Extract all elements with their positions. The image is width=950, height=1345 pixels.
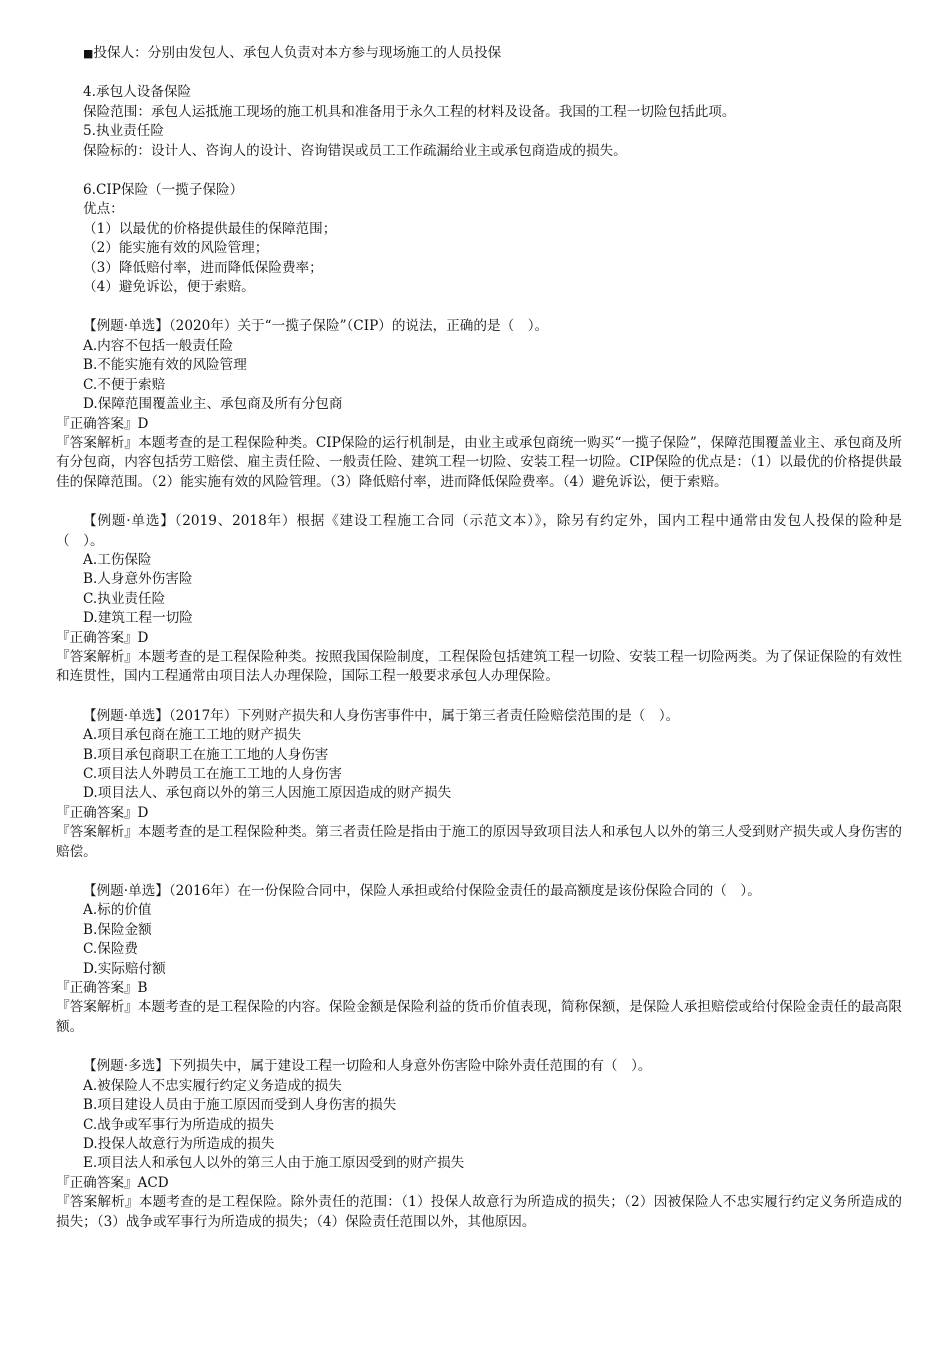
question-1 bbox=[56, 317, 902, 492]
question-option: C.战争或军事行为所造成的损失 bbox=[83, 1116, 274, 1133]
answer-analysis: 『答案解析』本题考查的是工程保险种类。第三者责任险是指由于施工的原因导致项目法人和承包人以外的第三人受到财产损失或人身伤害的赔偿。 bbox=[56, 824, 902, 860]
section-6-heading: 6.CIP保险（一揽子保险） bbox=[83, 182, 244, 199]
question-5 bbox=[56, 1057, 902, 1232]
question-stem: 【例题·多选】下列损失中，属于建设工程一切险和人身意外伤害险中除外责任范围的有（ ）。 bbox=[83, 1058, 652, 1075]
question-option: A.被保险人不忠实履行约定义务造成的损失 bbox=[83, 1077, 342, 1094]
question-4 bbox=[56, 882, 902, 1037]
question-stem: 【例题·单选】（2017年）下列财产损失和人身伤害事件中，属于第三者责任险赔偿范围的是（ ）。 bbox=[83, 707, 680, 724]
section-4-text: 保险范围：承包人运抵施工现场的施工机具和准备用于永久工程的材料及设备。我国的工程一切险包括此项。 bbox=[83, 103, 736, 120]
question-option: D.保障范围覆盖业主、承包商及所有分包商 bbox=[83, 396, 343, 413]
question-option: A.项目承包商在施工工地的财产损失 bbox=[83, 727, 302, 744]
question-option: B.保险金额 bbox=[83, 921, 152, 938]
correct-answer: 『正确答案』B bbox=[56, 980, 148, 997]
correct-answer: 『正确答案』D bbox=[56, 629, 149, 646]
advantage-item: （4）避免诉讼，便于索赔。 bbox=[83, 279, 255, 296]
question-option: D.投保人故意行为所造成的损失 bbox=[83, 1135, 275, 1152]
section-5-heading: 5.执业责任险 bbox=[83, 123, 164, 140]
answer-analysis: 『答案解析』本题考查的是工程保险的内容。保险金额是保险利益的货币价值表现，简称保额，是保险人承担赔偿或给付保险金责任的最高限额。 bbox=[56, 999, 902, 1035]
question-stem: 【例题·单选】（2016年）在一份保险合同中，保险人承担或给付保险金责任的最高额度是该份保险合同的（ ）。 bbox=[83, 883, 761, 900]
question-3 bbox=[56, 707, 902, 862]
question-option: C.不便于索赔 bbox=[83, 376, 166, 393]
question-option: D.建筑工程一切险 bbox=[83, 610, 193, 627]
question-option: B.项目建设人员由于施工原因而受到人身伤害的损失 bbox=[83, 1097, 397, 1114]
section-5-text: 保险标的：设计人、咨询人的设计、咨询错误或员工工作疏漏给业主或承包商造成的损失。 bbox=[83, 142, 627, 159]
advantage-item: （1）以最优的价格提供最佳的保障范围； bbox=[83, 220, 337, 237]
question-option: C.执业责任险 bbox=[83, 590, 166, 607]
question-option: A.工伤保险 bbox=[83, 551, 152, 568]
advantages-label: 优点： bbox=[83, 201, 124, 218]
insurer-text: 投保人：分别由发包人、承包人负责对本方参与现场施工的人员投保 bbox=[93, 45, 502, 61]
section-4-heading: 4.承包人设备保险 bbox=[83, 84, 192, 101]
answer-analysis: 『答案解析』本题考查的是工程保险。除外责任的范围：（1）投保人故意行为所造成的损失；（2）因被保险人不忠实履行约定义务所造成的损失；（3）战争或军事行为所造成的损失；（4）保险责任范围以外，其他原因。 bbox=[56, 1194, 902, 1230]
question-option: C.保险费 bbox=[83, 941, 139, 958]
question-option: D.项目法人、承包商以外的第三人因施工原因造成的财产损失 bbox=[83, 785, 452, 802]
correct-answer: 『正确答案』D bbox=[56, 415, 149, 432]
question-option: A.标的价值 bbox=[83, 902, 152, 919]
question-option: B.不能实施有效的风险管理 bbox=[83, 357, 247, 374]
question-option: C.项目法人外聘员工在施工工地的人身伤害 bbox=[83, 766, 342, 782]
answer-analysis: 『答案解析』本题考查的是工程保险种类。按照我国保险制度，工程保险包括建筑工程一切险、安装工程一切险两类。为了保证保险的有效性和连贯性，国内工程通常由项目法人办理保险，国际工程一般要求承包人办理保险。 bbox=[56, 648, 902, 685]
correct-answer: 『正确答案』ACD bbox=[56, 1174, 169, 1191]
advantage-item: （2）能实施有效的风险管理； bbox=[83, 240, 269, 257]
question-stem: 【例题·单选】（2020年）关于“一揽子保险”（CIP）的说法，正确的是（ ）。 bbox=[83, 318, 549, 335]
question-option: B.人身意外伤害险 bbox=[83, 571, 193, 588]
correct-answer: 『正确答案』D bbox=[56, 804, 149, 821]
question-2 bbox=[56, 512, 902, 687]
question-option: A.内容不包括一般责任险 bbox=[83, 337, 234, 354]
question-option: B.项目承包商职工在施工工地的人身伤害 bbox=[83, 746, 329, 763]
insurer-line bbox=[56, 44, 902, 63]
question-stem: 【例题·单选】（2019、2018年）根据《建设工程施工合同（示范文本）》，除另有约定外，国内工程中通常由发包人投保的险种是（ ）。 bbox=[56, 513, 902, 549]
bullet-square-icon: ■ bbox=[83, 47, 94, 60]
question-option: E.项目法人和承包人以外的第三人由于施工原因受到的财产损失 bbox=[83, 1155, 465, 1172]
answer-analysis: 『答案解析』本题考查的是工程保险种类。CIP保险的运行机制是，由业主或承包商统一购买“一揽子保险”，保障范围覆盖业主、承包商及所有分包商，内容包括劳工赔偿、雇主责任险、一般责任险、建筑工程一切险、安装工程一切险。CIP保险的优点是：（1）以最优的价格提供最佳的保障范围。（2）能实施有效的风险管理。（3）降低赔付率，进而降低保险费率。（4）避免诉讼，便于索赔。 bbox=[56, 434, 902, 490]
document-page bbox=[56, 44, 902, 1232]
advantage-item: （3）降低赔付率，进而降低保险费率； bbox=[83, 259, 323, 276]
question-option: D.实际赔付额 bbox=[83, 960, 166, 977]
